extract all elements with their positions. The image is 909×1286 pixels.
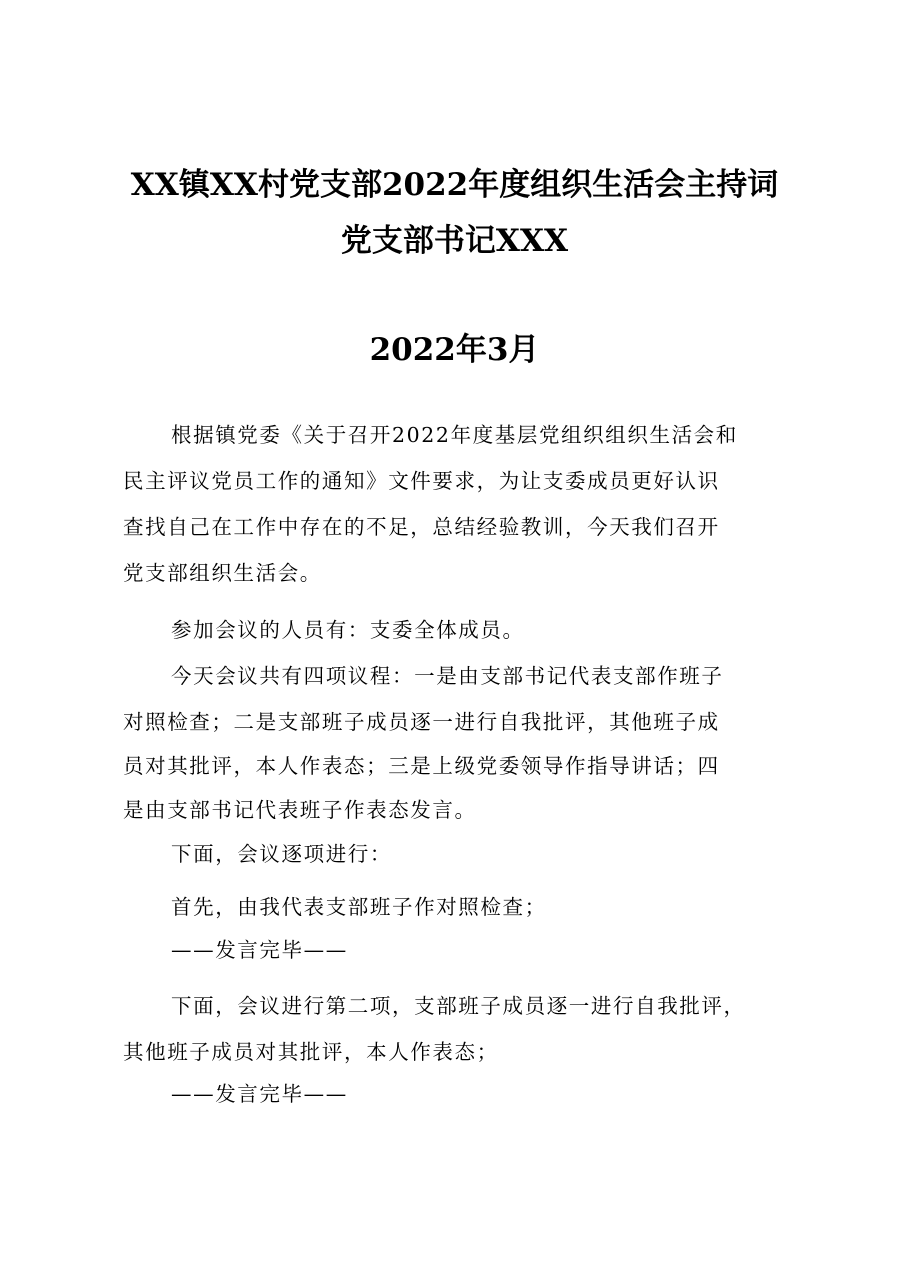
paragraph-line: 民主评议党员工作的通知》文件要求，为让支委成员更好认识 [123,469,720,493]
paragraph-line: ——发言完毕—— [171,1082,348,1106]
paragraph-speech-end-1 [123,927,813,973]
document-title: XX镇XX村党支部2022年度组织生活会主持词 [130,167,779,203]
paragraph-line: 首先，由我代表支部班子作对照检查； [171,895,547,919]
paragraph-line: 今天会议共有四项议程：一是由支部书记代表支部作班子 [171,664,724,688]
paragraph-line: 其他班子成员对其批评，本人作表态； [123,1040,499,1064]
document-date: 2022年3月 [369,332,540,368]
paragraph-agenda [123,653,813,831]
paragraph-intro [123,412,813,596]
paragraph-line: ——发言完毕—— [171,938,348,962]
paragraph-line: 查找自己在工作中存在的不足，总结经验教训，今天我们召开 [123,515,720,539]
paragraph-line: 对照检查；二是支部班子成员逐一进行自我批评，其他班子成 [123,710,720,734]
paragraph-line: 下面，会议逐项进行： [171,842,392,866]
document-subtitle: 党支部书记XXX [340,223,569,259]
paragraph-line: 是由支部书记代表班子作表态发言。 [123,798,477,822]
paragraph-speech-end-2 [123,1071,813,1117]
paragraph-second-item [123,983,813,1075]
paragraph-proceed [123,831,813,877]
paragraph-line: 根据镇党委《关于召开2022年度基层党组织组织生活会和 [171,423,738,447]
paragraph-line: 参加会议的人员有：支委全体成员。 [171,618,525,642]
paragraph-line: 员对其批评，本人作表态；三是上级党委领导作指导讲话；四 [123,754,720,778]
paragraph-first-item [123,884,813,930]
paragraph-line: 下面，会议进行第二项，支部班子成员逐一进行自我批评， [171,994,746,1018]
paragraph-line: 党支部组织生活会。 [123,561,322,585]
paragraph-attendees [123,607,813,653]
